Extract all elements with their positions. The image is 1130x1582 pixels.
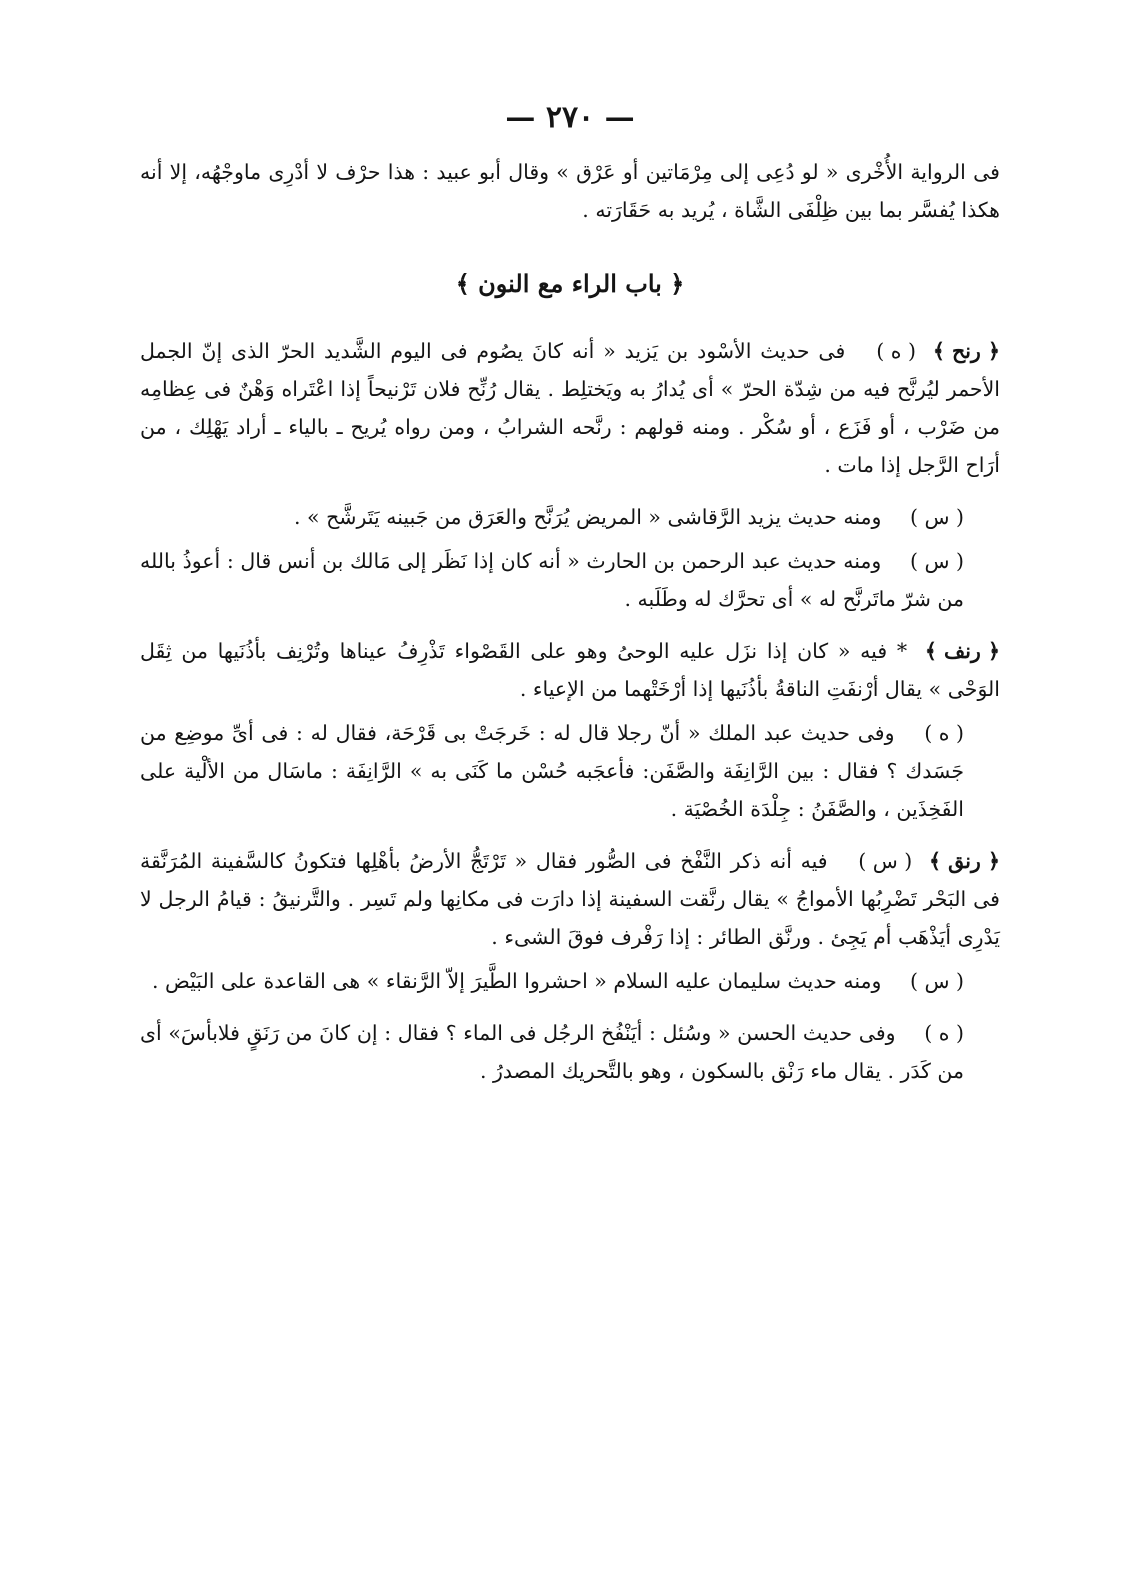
- paragraph-continuation: فى الرواية الأُخْرى « لو دُعِى إلى مِرْمَاتين أو عَرْق » وقال أبو عبيد : هذا حرْف لا أدْرِى ماوجْهُه، إلا أنه هكذا يُفسَّر بما بين ظِلْفَى الشَّاة ، يُريد به حَقَارَته .: [140, 160, 1000, 222]
- entry-headword: ﴿ رنق ﴾: [928, 849, 1000, 873]
- entry-ranaq: [140, 842, 1000, 956]
- entry-text: فيه أنه ذكر النَّفْخ فى الصُّور فقال « تَرْتَجُّ الأرضُ بأهْلِها فتكونُ كالسَّفينة المُرَنَّقة فى البَحْر تَضْرِبُها الأمواجُ » يقال رنَّقت السفينة إذا دارَت فى مكانِها ولم تَسِر . والتَّرنيقُ : قيامُ الرجل لا يَدْرِى أيَذْهَب أم يَجِئ . ورنَّق الطائر : إذا رَفْرف فوقَ الشىء .: [140, 849, 1000, 949]
- entry-sub-paragraph: [140, 714, 1000, 828]
- entry-text: ومنه حديث سليمان عليه السلام « احشروا الطَّيرَ إلاّ الرَّنقاء » هى القاعدة على البَيْض .: [151, 969, 882, 993]
- entry-sub-paragraph: [140, 962, 1000, 1000]
- page-number: — ٢٧٠ —: [505, 100, 635, 135]
- entry-ranaf: [140, 632, 1000, 708]
- source-tag: ( س ): [909, 505, 964, 529]
- entry-text: ومنه حديث عبد الرحمن بن الحارث « أنه كان إذا نَظَر إلى مَالك بن أنس قال : أعوذُ بالله من شرّ ماتَرنَّح له » أى تحرَّك له وطَلَبه .: [140, 549, 964, 611]
- source-tag: ( ه ): [876, 339, 916, 363]
- entry-text: فى حديث الأسْود بن يَزيد « أنه كانَ يصُوم فى اليوم الشَّديد الحرّ الذى إنّ الجمل الأحمر ليُرنَّح فيه من شِدّة الحرّ » أى يُدارُ به ويَختلِط . يقال رُنِّح فلان تَرْنيحاً إذا اعْتَراه وَهْنٌ فى عِظامِه من ضَرْب ، أو فَزَع ، أو سُكْر . ومنه قولهم : رنَّحه الشرابُ ، ومن رواه يُريح ـ بالياء ـ أراد يَهْلِك ، من أرَاح الرَّجل إذا مات .: [140, 339, 1000, 477]
- source-tag: ( س ): [909, 549, 964, 573]
- entry-text: وفى حديث عبد الملك « أنّ رجلا قال له : خَرجَتْ بى قَرْحَة، فقال له : فى أىِّ موضِع من جَسَدك ؟ فقال : بين الرَّانِفَة والصَّفَن: فأعجَبه حُسْن ما كَنَى به » الرَّانِفَة : ماسَال من الألْية على الفَخِذَين ، والصَّفَنُ : جِلْدَة الخُصْيَة .: [140, 721, 964, 821]
- entry-text: ومنه حديث يزيد الرَّقاشى « المريض يُرَنَّح والعَرَق من جَبينه يَتَرشَّح » .: [293, 505, 882, 529]
- book-page: [140, 100, 1000, 1090]
- entry-sub-paragraph: [140, 542, 1000, 618]
- source-tag: ( س ): [858, 849, 913, 873]
- entry-sub-paragraph: [140, 1014, 1000, 1090]
- entry-text: * فيه « كان إذا نزَل عليه الوحىُ وهو على القَصْواء تَذْرِفُ عيناها وتُرْنِف بأذُنَيها من ثِقَل الوَحْى » يقال أرْنفَتِ الناقةُ بأذُنَيها إذا أرْخَتْهما من الإعياء .: [140, 639, 1000, 701]
- section-heading: ﴿ باب الراء مع النون ﴾: [455, 269, 685, 298]
- source-tag: ( س ): [909, 969, 964, 993]
- entry-headword: ﴿ رنح ﴾: [932, 339, 1000, 363]
- entry-sub-paragraph: [140, 498, 1000, 536]
- source-tag: ( ه ): [924, 721, 964, 745]
- entry-ranah: [140, 332, 1000, 484]
- source-tag: ( ه ): [924, 1021, 964, 1045]
- entry-text: وفى حديث الحسن « وسُئل : أيَنْفُخ الرجُل فى الماء ؟ فقال : إن كانَ من رَنَقٍ فلابأسَ» أى من كَدَر . يقال ماء رَنْق بالسكون ، وهو بالتَّحريك المصدرُ .: [140, 1021, 964, 1083]
- entry-headword: ﴿ رنف ﴾: [924, 639, 1000, 663]
